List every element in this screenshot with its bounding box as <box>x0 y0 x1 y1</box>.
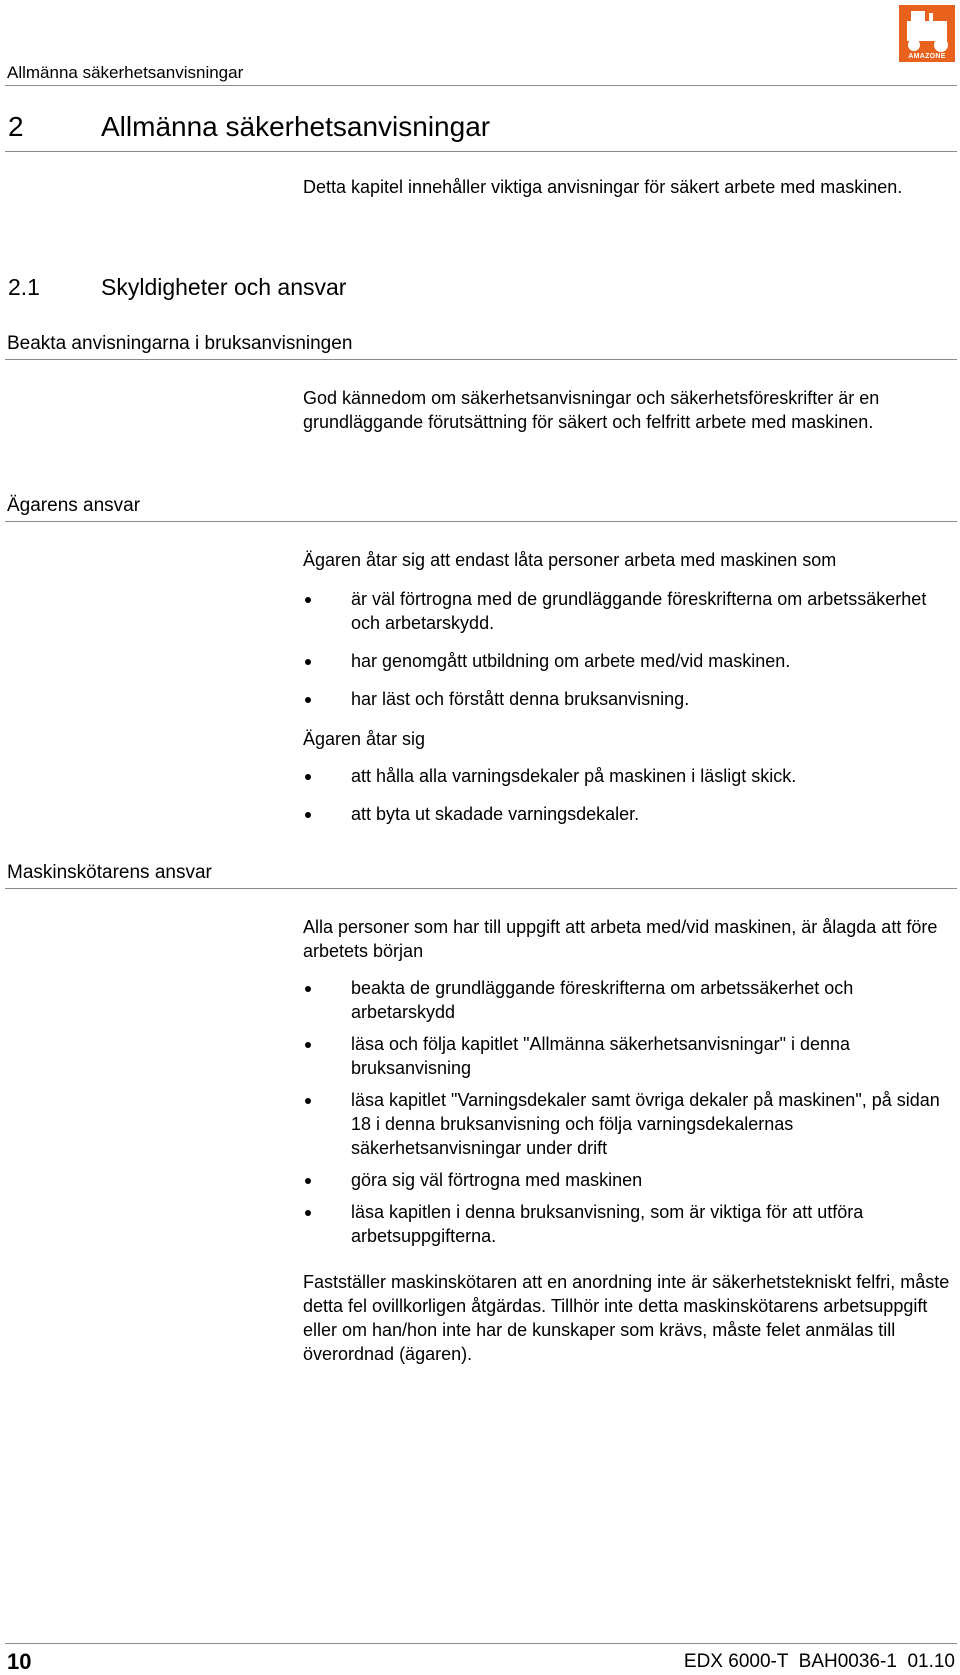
chapter-title: Allmänna säkerhetsanvisningar <box>101 111 491 142</box>
footer-rule <box>5 1643 957 1644</box>
list-item: läsa och följa kapitlet "Allmänna säkerhetsanvisningar" i denna bruksanvisning <box>303 1032 953 1080</box>
owner-list-2 <box>303 764 953 826</box>
operator-closing: Fastställer maskinskötaren att en anordning inte är säkerhetstekniskt felfri, måste detta fel ovillkorligen åtgärdas. Tillhör inte detta maskinskötarens arbetsuppgift eller om han/hon inte har de kunskaper som krävs, måste felet anmälas till överordnad (ägaren). <box>303 1272 950 1364</box>
bullet-icon <box>305 986 311 992</box>
bullet-icon <box>305 1178 311 1184</box>
operator-lead: Alla personer som har till uppgift att arbeta med/vid maskinen, är ålagda att före arbetets början <box>303 917 938 961</box>
running-header: Allmänna säkerhetsanvisningar <box>7 63 244 82</box>
list-item: läsa kapitlen i denna bruksanvisning, som är viktiga för att utföra arbetsuppgifterna. <box>303 1200 953 1248</box>
logo-text: AMAZONE <box>908 53 946 60</box>
list-item: har genomgått utbildning om arbete med/vid maskinen. <box>303 649 953 673</box>
owner-lead: Ägaren åtar sig att endast låta personer arbeta med maskinen som <box>303 550 837 570</box>
subheading-instructions: Beakta anvisningarna i bruksanvisningen <box>7 333 353 354</box>
chapter-intro: Detta kapitel innehåller viktiga anvisningar för säkert arbete med maskinen. <box>303 177 903 197</box>
operator-list <box>303 976 953 1248</box>
bullet-icon <box>305 1210 311 1216</box>
brand-logo <box>899 5 955 62</box>
subheading-rule <box>5 359 957 360</box>
instructions-text: God kännedom om säkerhetsanvisningar och säkerhetsföreskrifter är en grundläggande förutsättning för säkert och felfritt arbete med maskinen. <box>303 388 880 432</box>
list-item: att hålla alla varningsdekaler på maskinen i läsligt skick. <box>303 764 953 788</box>
list-item: är väl förtrogna med de grundläggande föreskrifterna om arbetssäkerhet och arbetarskydd. <box>303 587 953 635</box>
subheading-owner: Ägarens ansvar <box>7 495 141 516</box>
list-item: har läst och förstått denna bruksanvisning. <box>303 687 953 711</box>
owner-lead-2: Ägaren åtar sig <box>303 729 426 749</box>
owner-list <box>303 587 953 711</box>
subheading-rule <box>5 521 957 522</box>
bullet-icon <box>305 659 311 665</box>
list-item: göra sig väl förtrogna med maskinen <box>303 1168 953 1192</box>
header-rule <box>5 85 957 86</box>
list-item: läsa kapitlet "Varningsdekaler samt övriga dekaler på maskinen", på sidan 18 i denna bruksanvisning och följa varningsdekalernas säkerhetsanvisningar under drift <box>303 1088 953 1160</box>
document-reference: EDX 6000-T BAH0036-1 01.10 <box>683 1651 955 1672</box>
bullet-icon <box>305 812 311 818</box>
bullet-icon <box>305 1042 311 1048</box>
list-item: att byta ut skadade varningsdekaler. <box>303 802 953 826</box>
chapter-number: 2 <box>8 111 24 142</box>
section-number: 2.1 <box>8 274 40 300</box>
bullet-icon <box>305 1098 311 1104</box>
section-title: Skyldigheter och ansvar <box>101 274 347 300</box>
subheading-operator: Maskinskötarens ansvar <box>7 862 212 883</box>
chapter-rule <box>5 151 957 152</box>
page-number: 10 <box>7 1649 32 1674</box>
bullet-icon <box>305 774 311 780</box>
bullet-icon <box>305 597 311 603</box>
bullet-icon <box>305 697 311 703</box>
list-item: beakta de grundläggande föreskrifterna om arbetssäkerhet och arbetarskydd <box>303 976 953 1024</box>
subheading-rule <box>5 888 957 889</box>
